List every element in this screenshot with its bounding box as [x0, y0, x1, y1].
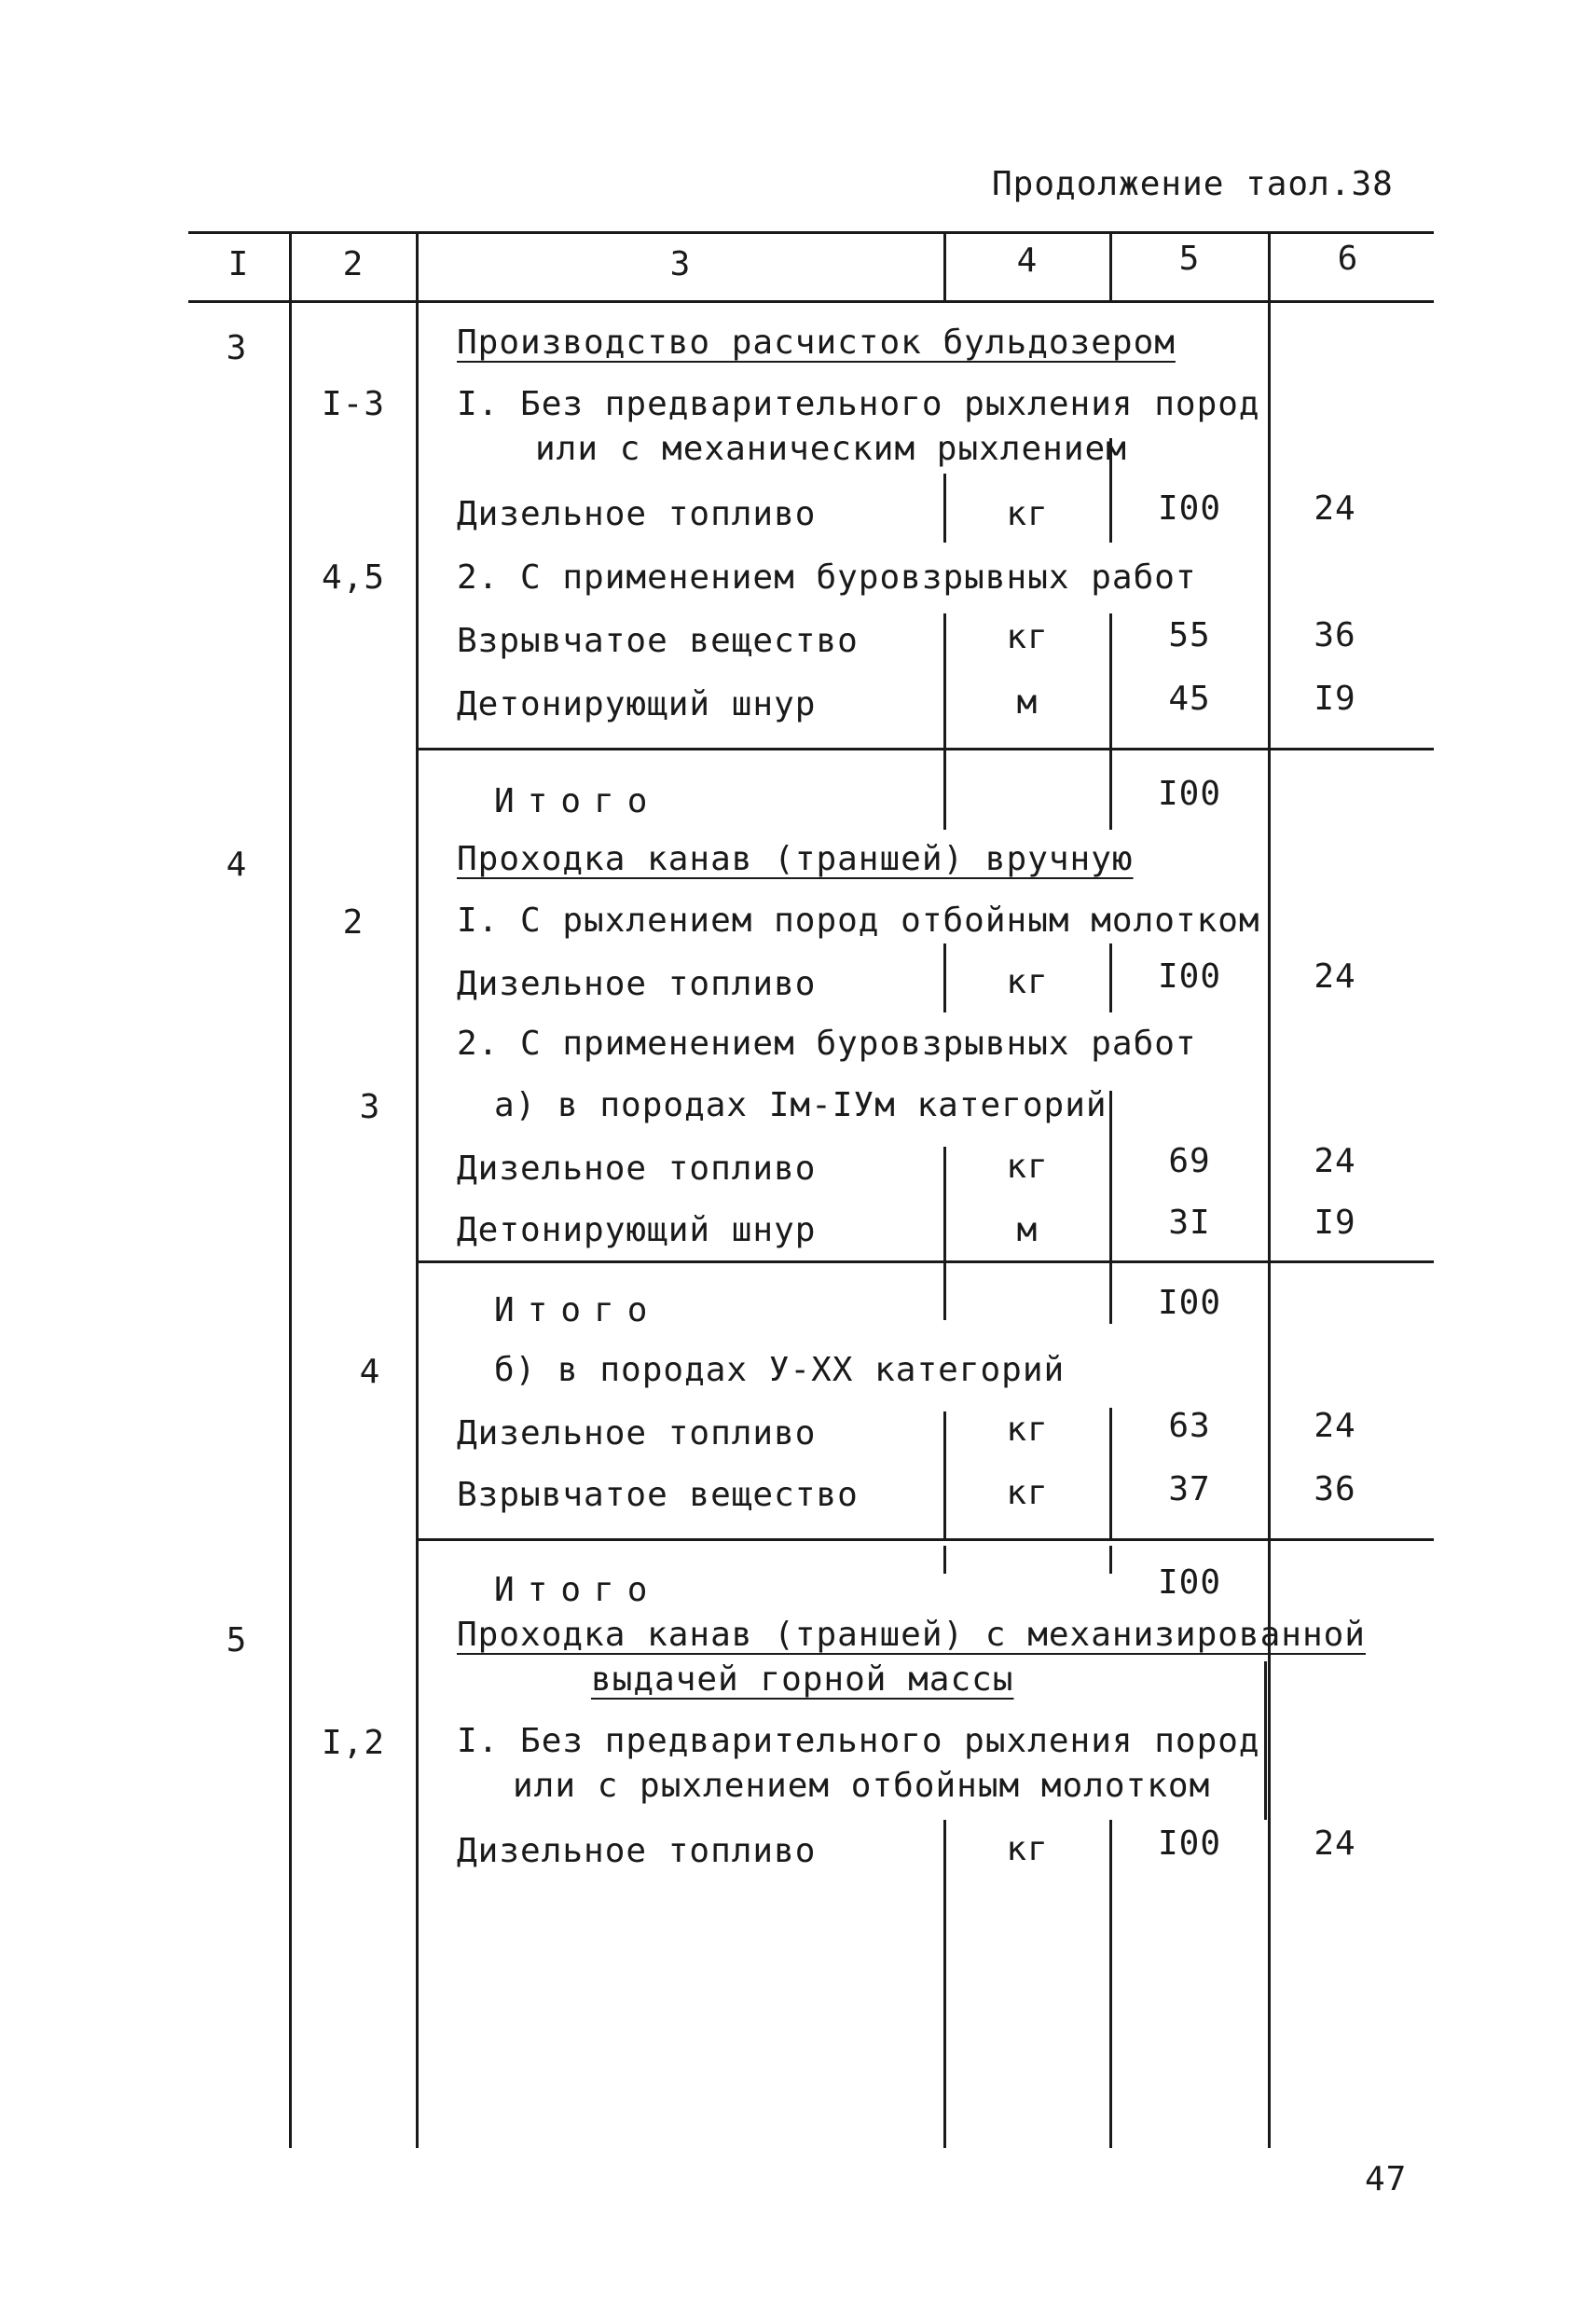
column-header-3: 3 [669, 245, 692, 283]
coefficient-value: 36 [1314, 1470, 1356, 1508]
material-name: Дизельное топливо [457, 1832, 817, 1870]
coefficient-value: 24 [1314, 1142, 1356, 1180]
method-title: I. Без предварительного рыхления пород [457, 1722, 1260, 1760]
table-top-rule [188, 231, 1434, 234]
material-name: Дизельное топливо [457, 495, 817, 533]
section-number: 5 [226, 1621, 248, 1659]
method-title-cont: или с рыхлением отбойным молотком [513, 1767, 1211, 1805]
formula-ref: 2 [342, 903, 365, 942]
section-title: Производство расчисток бульдозером [457, 324, 1176, 362]
material-name: Взрывчатое вещество [457, 622, 859, 660]
subtotal-rule-3 [418, 1538, 1434, 1541]
col-divider-2-3 [416, 233, 419, 2148]
subtotal-rule-1 [418, 748, 1434, 750]
unit: м [1016, 1211, 1039, 1249]
col-divider-1-2 [289, 233, 292, 2148]
formula-ref: 4 [359, 1353, 381, 1391]
rock-category-title: б) в породах У-ХХ категорий [494, 1351, 1066, 1389]
method-title-cont: или с механическим рыхлением [535, 430, 1127, 468]
formula-ref: I-3 [321, 385, 386, 423]
material-name: Детонирующий шнур [457, 1211, 817, 1249]
rock-category-title: а) в породах Iм-IУм категорий [494, 1086, 1108, 1124]
subtotal-value: I00 [1157, 1284, 1222, 1322]
subtotal-value: I00 [1157, 1563, 1222, 1602]
share-value: 69 [1168, 1142, 1211, 1180]
unit: кг [1006, 1474, 1049, 1512]
method-title: 2. С применением буровзрывных работ [457, 558, 1197, 597]
unit: кг [1006, 963, 1049, 1001]
coefficient-value: I9 [1314, 1204, 1356, 1242]
section-title: Проходка канав (траншей) вручную [457, 840, 1134, 878]
column-header-1: I [227, 245, 250, 283]
share-value: I00 [1157, 957, 1222, 996]
col-divider-3-4 [943, 1287, 946, 1320]
method-title: I. С рыхлением пород отбойным молотком [457, 902, 1260, 940]
share-value: 3I [1168, 1204, 1211, 1242]
col-divider-4-5 [1109, 1820, 1112, 2148]
share-value: 37 [1168, 1470, 1211, 1508]
unit: м [1016, 683, 1039, 722]
column-header-6: 6 [1337, 240, 1359, 278]
material-name: Детонирующий шнур [457, 685, 817, 723]
share-value: I00 [1157, 1824, 1222, 1863]
material-name: Взрывчатое вещество [457, 1476, 859, 1514]
page-number: 47 [1365, 2160, 1408, 2198]
method-title: 2. С применением буровзрывных работ [457, 1025, 1197, 1063]
column-header-2: 2 [342, 245, 365, 283]
share-value: 55 [1168, 616, 1211, 654]
material-name: Дизельное топливо [457, 1414, 817, 1453]
section-title: Проходка канав (траншей) с механизированной [457, 1616, 1366, 1654]
table-header-rule [188, 300, 1434, 303]
method-title: I. Без предварительного рыхления пород [457, 385, 1260, 423]
subtotal-value: I00 [1157, 775, 1222, 813]
coefficient-value: 24 [1314, 1407, 1356, 1445]
section-number: 4 [226, 846, 248, 884]
material-name: Дизельное топливо [457, 1150, 817, 1188]
coefficient-value: 24 [1314, 489, 1356, 528]
formula-ref: I,2 [321, 1724, 386, 1762]
col-divider-3-4 [943, 1546, 946, 1574]
col-divider-5-6-extension [1264, 1661, 1267, 1820]
section-title-cont: выдачей горной массы [591, 1660, 1014, 1699]
coefficient-value: 24 [1314, 957, 1356, 996]
subtotal-rule-2 [418, 1260, 1434, 1263]
share-value: 63 [1168, 1407, 1211, 1445]
coefficient-value: 36 [1314, 616, 1356, 654]
subtotal-label: Итого [494, 1571, 661, 1609]
unit: кг [1006, 495, 1049, 533]
table-continuation-caption: Продолжение таол.38 [992, 165, 1394, 203]
subtotal-label: Итого [494, 1291, 661, 1329]
subtotal-label: Итого [494, 782, 661, 820]
share-value: I00 [1157, 489, 1222, 528]
unit: кг [1006, 1411, 1049, 1449]
material-name: Дизельное топливо [457, 965, 817, 1003]
coefficient-value: I9 [1314, 680, 1356, 718]
formula-ref: 4,5 [321, 558, 386, 597]
column-header-5: 5 [1178, 240, 1201, 278]
unit: кг [1006, 1830, 1049, 1868]
coefficient-value: 24 [1314, 1824, 1356, 1863]
unit: кг [1006, 1148, 1049, 1186]
column-header-4: 4 [1016, 241, 1039, 280]
share-value: 45 [1168, 680, 1211, 718]
unit: кг [1006, 618, 1049, 656]
section-number: 3 [226, 329, 248, 367]
formula-ref: 3 [359, 1088, 381, 1126]
